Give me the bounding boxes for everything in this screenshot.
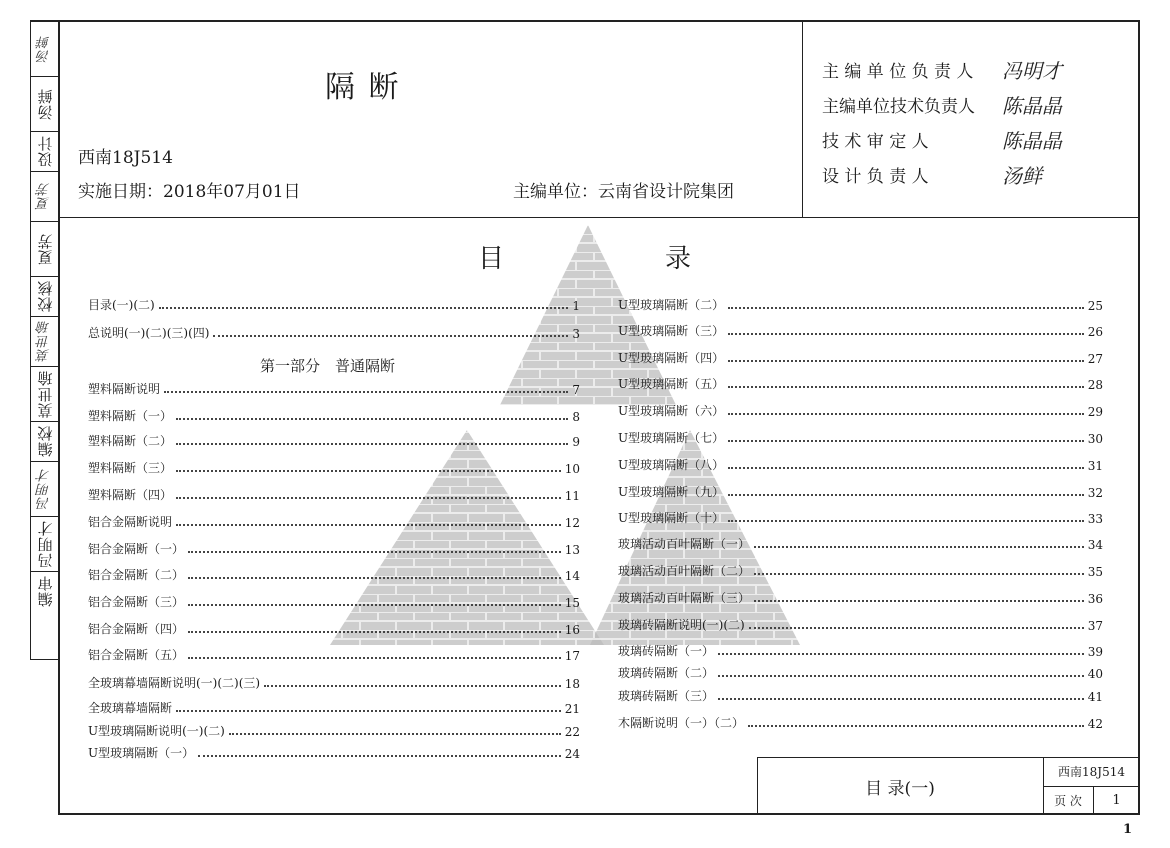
toc-entry[interactable] <box>618 457 1103 473</box>
side-strip-signature: 夏芳 <box>31 171 59 221</box>
toc-entry-label: U型玻璃隔断（八） <box>618 458 725 472</box>
toc-entry-label: 玻璃砖隔断（二） <box>618 666 715 680</box>
side-strip-name: 汤鲜 <box>31 76 59 131</box>
toc-leader-dots <box>728 360 1084 362</box>
page-value: 1 <box>1112 793 1121 808</box>
toc-entry[interactable] <box>88 433 580 449</box>
toc-leader-dots <box>718 698 1084 700</box>
toc-entry-page: 24 <box>564 747 580 761</box>
toc-entry-page: 3 <box>572 327 580 341</box>
toc-entry[interactable] <box>88 408 580 424</box>
side-strip-signature: 莫世瑜 <box>31 316 59 366</box>
toc-entry[interactable] <box>88 460 580 476</box>
side-strip-name: 冯明才 <box>31 516 59 571</box>
toc-entry-label: 玻璃活动百叶隔断（一） <box>618 537 751 551</box>
side-strip-role: 校核 <box>31 276 59 316</box>
effective-date: 实施日期：2018年07月01日 <box>78 182 301 202</box>
toc-entry-label: U型玻璃隔断（五） <box>618 377 725 391</box>
toc-leader-dots <box>754 546 1084 548</box>
toc-leader-dots <box>728 307 1084 309</box>
toc-entry[interactable] <box>88 381 580 397</box>
toc-entry-label: 铝合金隔断（一） <box>88 542 185 556</box>
side-strip-name: 莫世瑜 <box>31 366 59 421</box>
toc-leader-dots <box>176 418 568 420</box>
toc-entry[interactable] <box>88 567 580 583</box>
toc-leader-dots <box>728 494 1084 496</box>
responsible-signature: 冯明才 <box>1002 59 1062 83</box>
responsible-label: 技 术 审 定 人 <box>822 132 929 152</box>
toc-entry-label: 塑料隔断（一） <box>88 409 173 423</box>
toc-entry-label: 玻璃砖隔断（三） <box>618 689 715 703</box>
standard-code: 西南18J514 <box>78 148 173 168</box>
toc-leader-dots <box>159 307 569 309</box>
toc-entry-label: 玻璃活动百叶隔断（三） <box>618 591 751 605</box>
toc-entry-label: 目录(一)(二) <box>88 298 155 312</box>
toc-entry-page: 36 <box>1087 592 1103 606</box>
toc-entry-page: 42 <box>1087 717 1103 731</box>
toc-entry-label: 铝合金隔断（二） <box>88 568 185 582</box>
toc-entry-label: 玻璃活动百叶隔断（二） <box>618 564 751 578</box>
toc-entry-page: 14 <box>564 569 580 583</box>
toc-entry-page: 17 <box>564 649 580 663</box>
section-heading: 第一部分 普通隔断 <box>260 357 396 375</box>
toc-entry-label: U型玻璃隔断（三） <box>618 324 725 338</box>
toc-entry-label: 塑料隔断说明 <box>88 382 161 396</box>
toc-entry-label: 玻璃砖隔断（一） <box>618 644 715 658</box>
toc-entry-label: U型玻璃隔断（一） <box>88 746 195 760</box>
toc-leader-dots <box>164 391 568 393</box>
toc-entry-label: 玻璃砖隔断说明(一)(二) <box>618 618 745 632</box>
toc-entry-label: 铝合金隔断（四） <box>88 622 185 636</box>
toc-leader-dots <box>188 577 561 579</box>
toc-entry-page: 28 <box>1087 378 1103 392</box>
side-strip-role: 设计 <box>31 131 59 171</box>
toc-entry[interactable] <box>618 484 1103 500</box>
toc-entry-page: 34 <box>1087 538 1103 552</box>
toc-entry[interactable] <box>88 723 580 739</box>
toc-leader-dots <box>728 386 1084 388</box>
toc-leader-dots <box>264 685 561 687</box>
toc-entry-label: U型玻璃隔断（六） <box>618 404 725 418</box>
toc-entry[interactable] <box>618 590 1103 606</box>
toc-entry[interactable] <box>618 350 1103 366</box>
toc-entry[interactable] <box>618 430 1103 446</box>
toc-leader-dots <box>176 497 561 499</box>
toc-entry[interactable] <box>88 647 580 663</box>
toc-entry-page: 13 <box>564 543 580 557</box>
toc-entry[interactable] <box>88 700 580 716</box>
toc-entry[interactable] <box>88 297 580 313</box>
side-strip-signature: 冯明才 <box>31 461 59 516</box>
toc-entry-label: U型玻璃隔断（七） <box>618 431 725 445</box>
page-title: 隔 断 <box>325 70 401 105</box>
toc-leader-dots <box>754 573 1084 575</box>
toc-entry-page: 27 <box>1087 352 1103 366</box>
toc-entry-page: 1 <box>572 299 580 313</box>
toc-entry-page: 30 <box>1087 432 1103 446</box>
toc-entry[interactable] <box>88 514 580 530</box>
toc-entry[interactable] <box>88 745 580 761</box>
toc-entry[interactable] <box>618 665 1103 681</box>
responsible-label: 主 编 单 位 负 责 人 <box>822 62 974 82</box>
toc-entry[interactable] <box>88 487 580 503</box>
toc-entry[interactable] <box>618 403 1103 419</box>
toc-leader-dots <box>176 470 561 472</box>
toc-entry[interactable] <box>88 621 580 637</box>
toc-entry[interactable] <box>618 323 1103 339</box>
toc-entry-page: 40 <box>1087 667 1103 681</box>
toc-leader-dots <box>749 627 1084 629</box>
toc-leader-dots <box>176 710 561 712</box>
toc-entry-page: 32 <box>1087 486 1103 500</box>
toc-entry-label: 全玻璃幕墙隔断 <box>88 701 173 715</box>
editor-unit: 主编单位：云南省设计院集团 <box>513 182 734 202</box>
toc-entry-page: 35 <box>1087 565 1103 579</box>
toc-entry-label: U型玻璃隔断（二） <box>618 298 725 312</box>
toc-entry[interactable] <box>618 617 1103 633</box>
toc-entry-page: 31 <box>1087 459 1103 473</box>
toc-leader-dots <box>176 443 568 445</box>
toc-entry-label: 塑料隔断（三） <box>88 461 173 475</box>
toc-entry-label: 塑料隔断（四） <box>88 488 173 502</box>
toc-entry-page: 10 <box>564 462 580 476</box>
toc-leader-dots <box>754 600 1084 602</box>
toc-entry-label: U型玻璃隔断（四） <box>618 351 725 365</box>
toc-entry-label: U型玻璃隔断说明(一)(二) <box>88 724 225 738</box>
toc-leader-dots <box>188 657 561 659</box>
toc-leader-dots <box>728 467 1084 469</box>
toc-entry-label: 总说明(一)(二)(三)(四) <box>88 326 210 340</box>
toc-entry[interactable] <box>88 325 580 341</box>
toc-entry-page: 12 <box>564 516 580 530</box>
toc-leader-dots <box>213 335 568 337</box>
toc-entry-page: 37 <box>1087 619 1103 633</box>
page-label: 页 次 <box>1054 794 1082 808</box>
toc-entry-page: 8 <box>572 410 580 424</box>
toc-entry[interactable] <box>618 376 1103 392</box>
toc-entry-page: 15 <box>564 596 580 610</box>
toc-entry-page: 33 <box>1087 512 1103 526</box>
toc-entry-page: 16 <box>564 623 580 637</box>
sheet-title: 目 录(一) <box>865 778 935 799</box>
toc-title-right: 录 <box>665 244 692 274</box>
toc-entry-label: 塑料隔断（二） <box>88 434 173 448</box>
toc-leader-dots <box>198 755 561 757</box>
toc-leader-dots <box>748 725 1084 727</box>
toc-entry[interactable] <box>88 541 580 557</box>
toc-entry-page: 9 <box>572 435 580 449</box>
toc-entry-label: U型玻璃隔断（九） <box>618 485 725 499</box>
toc-entry-page: 39 <box>1087 645 1103 659</box>
responsible-label: 主编单位技术负责人 <box>822 97 975 117</box>
side-strip-role: 编审 <box>31 571 59 611</box>
responsible-signature: 陈晶晶 <box>1002 129 1062 153</box>
toc-entry-label: 木隔断说明（一）（二） <box>618 716 745 730</box>
responsible-signature: 陈晶晶 <box>1002 94 1062 118</box>
toc-entry[interactable] <box>618 563 1103 579</box>
toc-entry-page: 11 <box>564 489 580 503</box>
toc-leader-dots <box>718 675 1084 677</box>
toc-entry-page: 21 <box>564 702 580 716</box>
toc-leader-dots <box>728 413 1084 415</box>
toc-entry[interactable] <box>618 715 1103 731</box>
toc-leader-dots <box>188 604 561 606</box>
toc-entry-label: U型玻璃隔断（十） <box>618 511 725 525</box>
toc-entry-label: 铝合金隔断（三） <box>88 595 185 609</box>
toc-entry-page: 41 <box>1087 690 1103 704</box>
toc-entry-page: 26 <box>1087 325 1103 339</box>
toc-entry-page: 18 <box>564 677 580 691</box>
toc-entry[interactable] <box>618 688 1103 704</box>
side-strip-role: 编校 <box>31 421 59 461</box>
side-strip-signature: 汤鲜 <box>31 21 59 76</box>
toc-leader-dots <box>728 333 1084 335</box>
toc-entry[interactable] <box>618 643 1103 659</box>
toc-entry[interactable] <box>618 297 1103 313</box>
toc-entry[interactable] <box>618 536 1103 552</box>
responsible-label: 设 计 负 责 人 <box>822 167 929 187</box>
toc-leader-dots <box>728 440 1084 442</box>
toc-entry-label: 铝合金隔断（五） <box>88 648 185 662</box>
toc-entry-page: 25 <box>1087 299 1103 313</box>
toc-leader-dots <box>728 520 1084 522</box>
toc-entry-page: 7 <box>572 383 580 397</box>
toc-entry-label: 铝合金隔断说明 <box>88 515 173 529</box>
toc-entry[interactable] <box>88 675 580 691</box>
toc-leader-dots <box>176 524 561 526</box>
toc-entry-page: 22 <box>564 725 580 739</box>
side-strip-name: 夏芳 <box>31 221 59 276</box>
toc-leader-dots <box>229 733 561 735</box>
toc-leader-dots <box>188 631 561 633</box>
toc-entry-page: 29 <box>1087 405 1103 419</box>
toc-leader-dots <box>188 551 561 553</box>
page-number: 1 <box>1123 822 1133 837</box>
toc-entry[interactable] <box>618 510 1103 526</box>
toc-entry[interactable] <box>88 594 580 610</box>
toc-title-left: 目 <box>478 244 505 274</box>
toc-entry-label: 全玻璃幕墙隔断说明(一)(二)(三) <box>88 676 261 690</box>
sheet-code: 西南18J514 <box>1058 765 1125 779</box>
responsible-signature: 汤鲜 <box>1002 164 1042 188</box>
toc-leader-dots <box>718 653 1084 655</box>
